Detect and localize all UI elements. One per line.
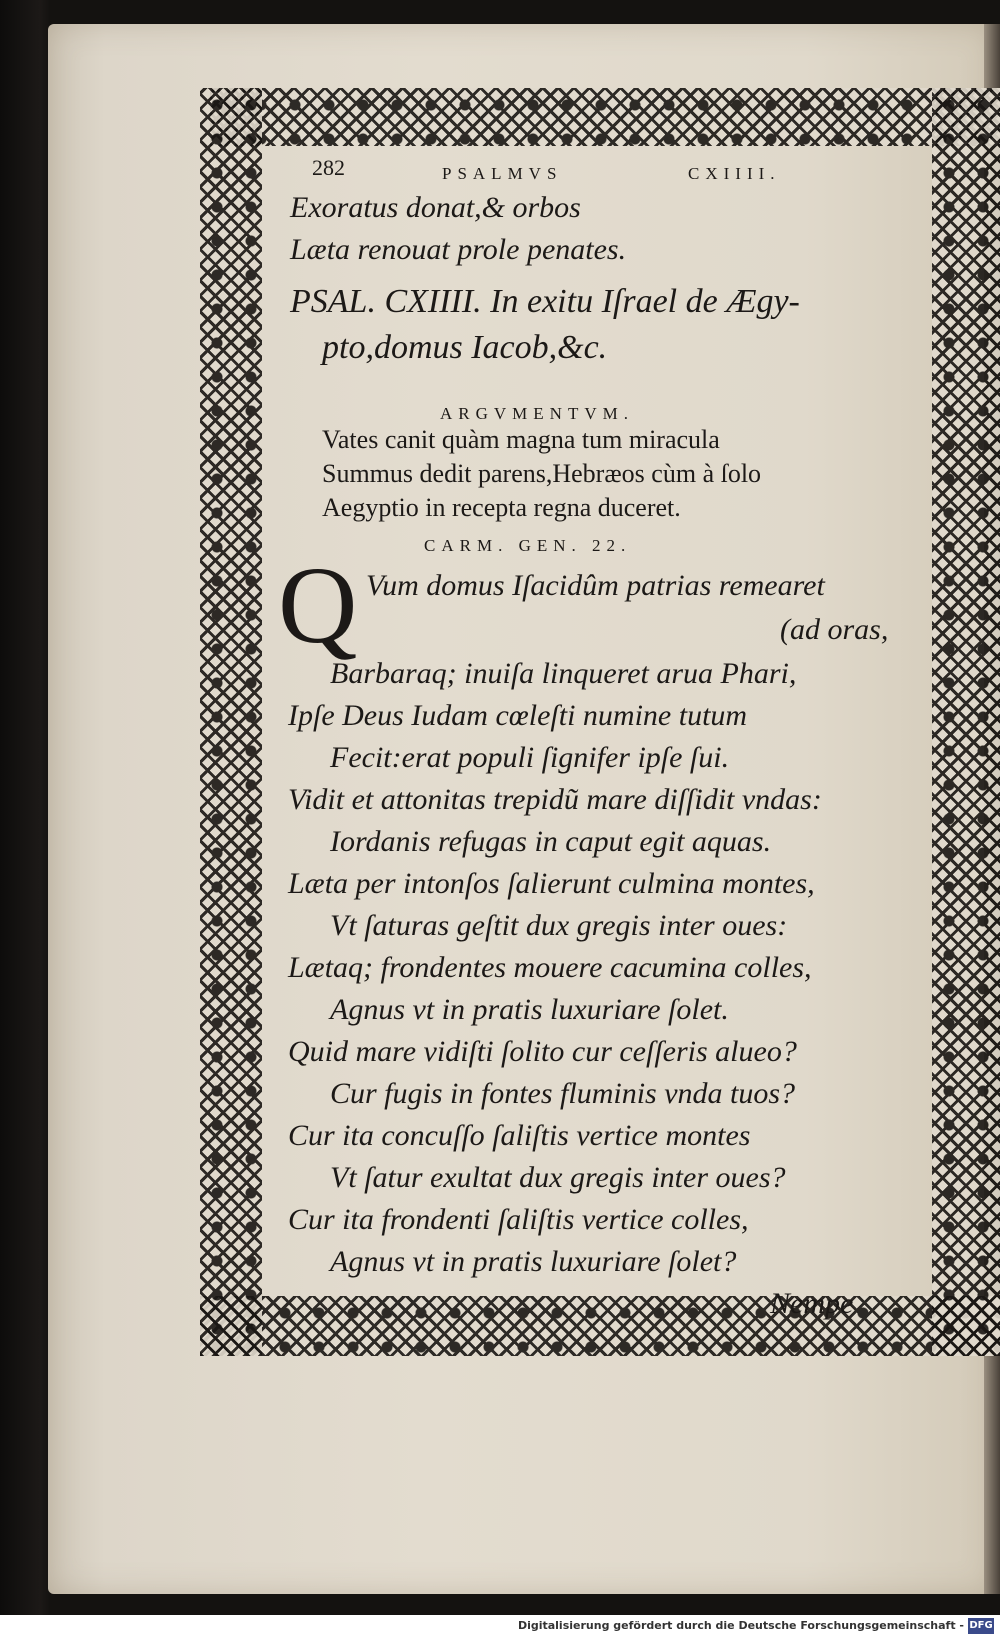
poem-line: Vt ſaturas geſtit dux gregis inter oues: (330, 909, 788, 942)
poem-line: Iordanis refugas in caput egit aquas. (330, 825, 772, 858)
poem-line: Ipſe Deus Iudam cœleſti numine tutum (288, 699, 748, 732)
psalm-heading-line-2: pto,domus Iacob,&c. (322, 329, 608, 366)
verse-line: Exoratus donat,& orbos (290, 191, 581, 224)
argumentum-line: Vates canit quàm magna tum miracula (322, 425, 720, 454)
verse-line: Læta renouat prole penates. (290, 233, 627, 266)
argumentum-line: Summus dedit parens,Hebræos cùm à ſolo (322, 459, 762, 488)
drop-cap: Q (278, 544, 358, 666)
argumentum-title: ARGVMENTVM. (440, 404, 634, 423)
poem-line: Vidit et attonitas trepidũ mare diſſidit vndas: (288, 783, 822, 816)
psalm-number: CXIIII. (688, 164, 781, 183)
running-title: PSALMVS (442, 164, 563, 183)
poem-line: Fecit:erat populi ſignifer ipſe ſui. (330, 741, 730, 774)
poem-line: Cur fugis in fontes fluminis vnda tuos? (330, 1077, 796, 1110)
poem-line: Lætaq; frondentes mouere cacumina colles, (288, 951, 812, 984)
poem-line: Cur ita concuſſo ſaliſtis vertice montes (288, 1119, 751, 1152)
funding-credit: Digitalisierung gefördert durch die Deutsche Forschungsgemeinschaft - (517, 1619, 964, 1632)
poem-line: Barbaraq; inuiſa linqueret arua Phari, (330, 657, 797, 690)
poem-line: (ad oras, (780, 613, 889, 646)
poem-line: Quid mare vidiſti ſolito cur ceſſeris alueo? (288, 1035, 797, 1068)
poem-line: Vt ſatur exultat dux gregis inter oues? (330, 1161, 786, 1194)
poem-line: Cur ita frondenti ſaliſtis vertice colles, (288, 1203, 749, 1236)
digitization-footer (0, 1615, 1000, 1639)
argumentum-line: Aegyptio in recepta regna duceret. (322, 493, 681, 522)
poem-line: Agnus vt in pratis luxuriare ſolet? (330, 1245, 737, 1278)
poem-line: Læta per intonſos ſalierunt culmina montes, (288, 867, 815, 900)
psalm-heading-line-1: PSAL. CXIIII. In exitu Iſrael de Ægy- (290, 283, 800, 320)
catchword: Nempe (770, 1287, 854, 1320)
page-number: 282 (312, 155, 345, 180)
dfg-logo: DFG (968, 1618, 994, 1634)
poem-line: Agnus vt in pratis luxuriare ſolet. (330, 993, 729, 1026)
carmen-label: CARM. GEN. 22. (424, 536, 632, 555)
poem-line: Vum domus Iſacidûm patrias remearet (366, 569, 825, 602)
